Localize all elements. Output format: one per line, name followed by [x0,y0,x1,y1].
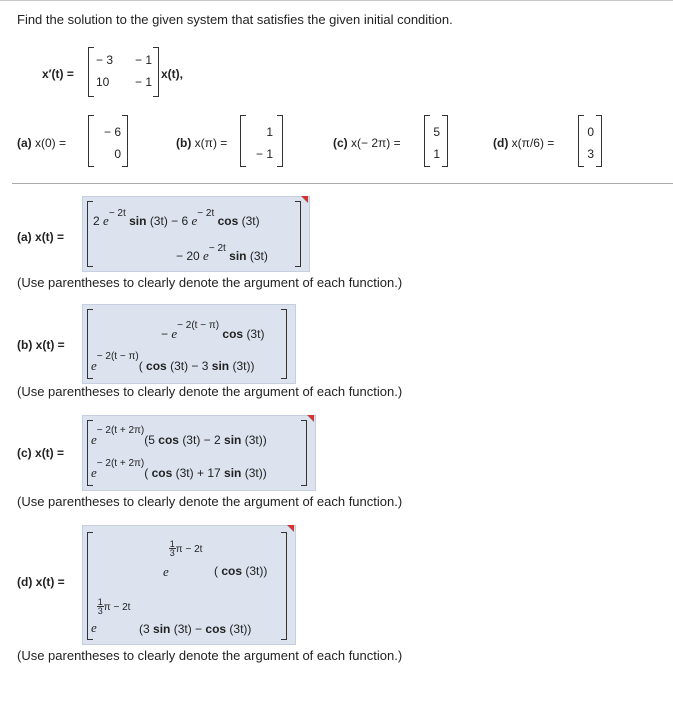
system-matrix [96,53,152,89]
matrix-cell: − 1 [134,75,152,89]
answer-c-label [17,446,64,460]
instruction-note: (Use parentheses to clearly denote the argument of each function.) [17,275,403,290]
answer-a-row-2 [176,243,268,264]
exponent: − 2t [108,208,126,219]
exponent: − 2(t − π) [177,320,220,331]
coefficient: (5 [144,433,155,447]
function-argument: (3t) − 3 [170,359,209,373]
system-lhs: x′(t) = [42,67,74,81]
instruction-note: (Use parentheses to clearly denote the argument of each function.) [17,384,403,399]
vector-cell: 0 [114,147,121,161]
matrix-left-bracket [88,47,94,97]
vector-right-bracket [596,115,602,167]
function-name: sin [211,359,230,373]
fraction-numerator: 1 [169,539,175,550]
ic-a-label [17,136,66,150]
function-argument: (3t)) [232,359,255,373]
function-name: cos [158,433,179,447]
answer-d-label [17,575,65,589]
answer-d-row-2-body [139,622,251,636]
ic-tag: (c) [333,136,348,150]
exponent: π − 2t [175,544,203,555]
ic-a-vector [96,121,121,165]
exponent: − 2t [208,243,226,254]
exp-base: e [91,465,97,480]
instruction-note: (Use parentheses to clearly denote the argument of each function.) [17,648,403,663]
matrix-cell: − 1 [134,53,152,67]
answer-c-field[interactable] [82,415,316,491]
ic-tag: (b) [176,136,192,150]
function-argument: (3t) [246,327,265,341]
answer-tag: (a) [17,230,32,244]
exponent: − 2t [197,208,215,219]
function-argument: (3t)) [245,564,268,578]
answer-right-bracket [281,532,287,640]
function-argument: (3t) − 6 [149,214,189,228]
function-argument: (3t) − [173,622,203,636]
function-argument: (3t)) [244,466,267,480]
instruction-note: (Use parentheses to clearly denote the argument of each function.) [17,494,403,509]
ic-d-vector [586,121,594,165]
vector-left-bracket [424,115,430,167]
ic-d-label [493,136,554,150]
function-argument: (3t) + 17 [175,466,221,480]
answer-b-label [17,338,65,352]
answer-a-field[interactable] [82,196,310,272]
function-name: cos [217,214,239,228]
vector-cell: 3 [587,147,594,161]
exp-base: e [163,564,169,579]
vector-cell: 0 [587,125,594,139]
answer-tag: (b) [17,338,33,352]
answer-a-label [17,230,64,244]
exp-base: e [91,620,97,635]
function-name: cos [222,327,244,341]
paren: ( [138,359,143,373]
paren: ( [214,564,218,578]
sign: − [161,327,169,341]
function-argument: (3t) − 2 [182,433,221,447]
function-name: cos [146,359,167,373]
function-name: sin [224,466,242,480]
exponent: − 2(t − π) [96,351,139,362]
ic-tag: (a) [17,136,32,150]
answer-flag-icon [287,525,294,532]
vector-cell: − 1 [255,147,273,161]
exponent: π − 2t [103,602,131,613]
vector-right-bracket [277,115,283,167]
function-name: sin [224,433,242,447]
problem-prompt: Find the solution to the given system that satisfies the given initial condition. [17,12,453,27]
answer-right-bracket [301,420,307,486]
function-name: sin [229,249,247,263]
answer-d-row-1 [163,536,203,579]
answer-flag-icon [301,196,308,203]
vector-left-bracket [240,115,246,167]
fraction-denominator: 3 [97,606,103,617]
exp-base: e [191,213,198,228]
ic-text: x(π) = [194,136,228,150]
function-name: cos [205,622,227,636]
paren: ( [144,466,149,480]
ic-text: x(0) = [35,136,67,150]
answer-tag: (c) [17,446,32,460]
function-argument: (3t)) [244,433,267,447]
answer-right-bracket [281,309,287,379]
vector-cell: 1 [266,125,273,139]
answer-d-field[interactable] [82,525,296,645]
ic-text: x(− 2π) = [351,136,401,150]
function-name: cos [221,564,243,578]
ic-c-label [333,136,401,150]
ic-tag: (d) [493,136,509,150]
ic-c-vector [432,121,440,165]
coefficient: 2 [93,214,100,228]
ic-b-vector [248,121,273,165]
coefficient: (3 [139,622,150,636]
answer-label-text: x(t) = [35,446,65,460]
answer-a-row-1 [93,208,260,229]
function-name: cos [151,466,173,480]
exp-base: e [203,248,209,263]
exp-base: e [91,432,97,447]
vector-cell: 1 [433,147,440,161]
matrix-right-bracket [153,47,159,97]
answer-right-bracket [295,201,301,267]
system-rhs [161,67,183,81]
exp-base: e [103,213,109,228]
vector-right-bracket [122,115,128,167]
vector-left-bracket [88,115,94,167]
answer-d-row-1-body [214,564,267,578]
top-border [0,0,673,1]
coefficient: − 20 [176,249,200,263]
answer-b-row-1 [161,320,265,342]
answer-d-row-2 [91,596,131,635]
vector-left-bracket [578,115,584,167]
answer-tag: (d) [17,575,33,589]
exp-base: e [171,326,178,341]
answer-label-text: x(t) = [35,575,65,589]
function-argument: (3t) [249,249,268,263]
answer-b-field[interactable] [82,304,296,384]
exponent: − 2(t + 2π) [96,458,145,469]
system-rhs-text: x(t), [161,67,183,81]
matrix-cell: − 3 [96,53,114,67]
fraction-denominator: 3 [169,548,175,559]
answer-label-text: x(t) = [35,230,65,244]
ic-b-label [176,136,227,150]
function-argument: (3t) [241,214,260,228]
matrix-cell: 10 [96,75,110,89]
answer-label-text: x(t) = [35,338,65,352]
exponent: − 2(t + 2π) [96,425,145,436]
ic-text: x(π/6) = [511,136,555,150]
answer-left-bracket [87,201,93,267]
function-name: sin [129,214,147,228]
vector-cell: 5 [433,125,440,139]
vector-cell: − 6 [103,125,121,139]
function-argument: (3t)) [229,622,252,636]
section-divider [12,183,673,184]
fraction-numerator: 1 [97,597,103,608]
function-name: sin [153,622,171,636]
answer-flag-icon [307,415,314,422]
exp-base: e [91,358,97,373]
vector-right-bracket [442,115,448,167]
